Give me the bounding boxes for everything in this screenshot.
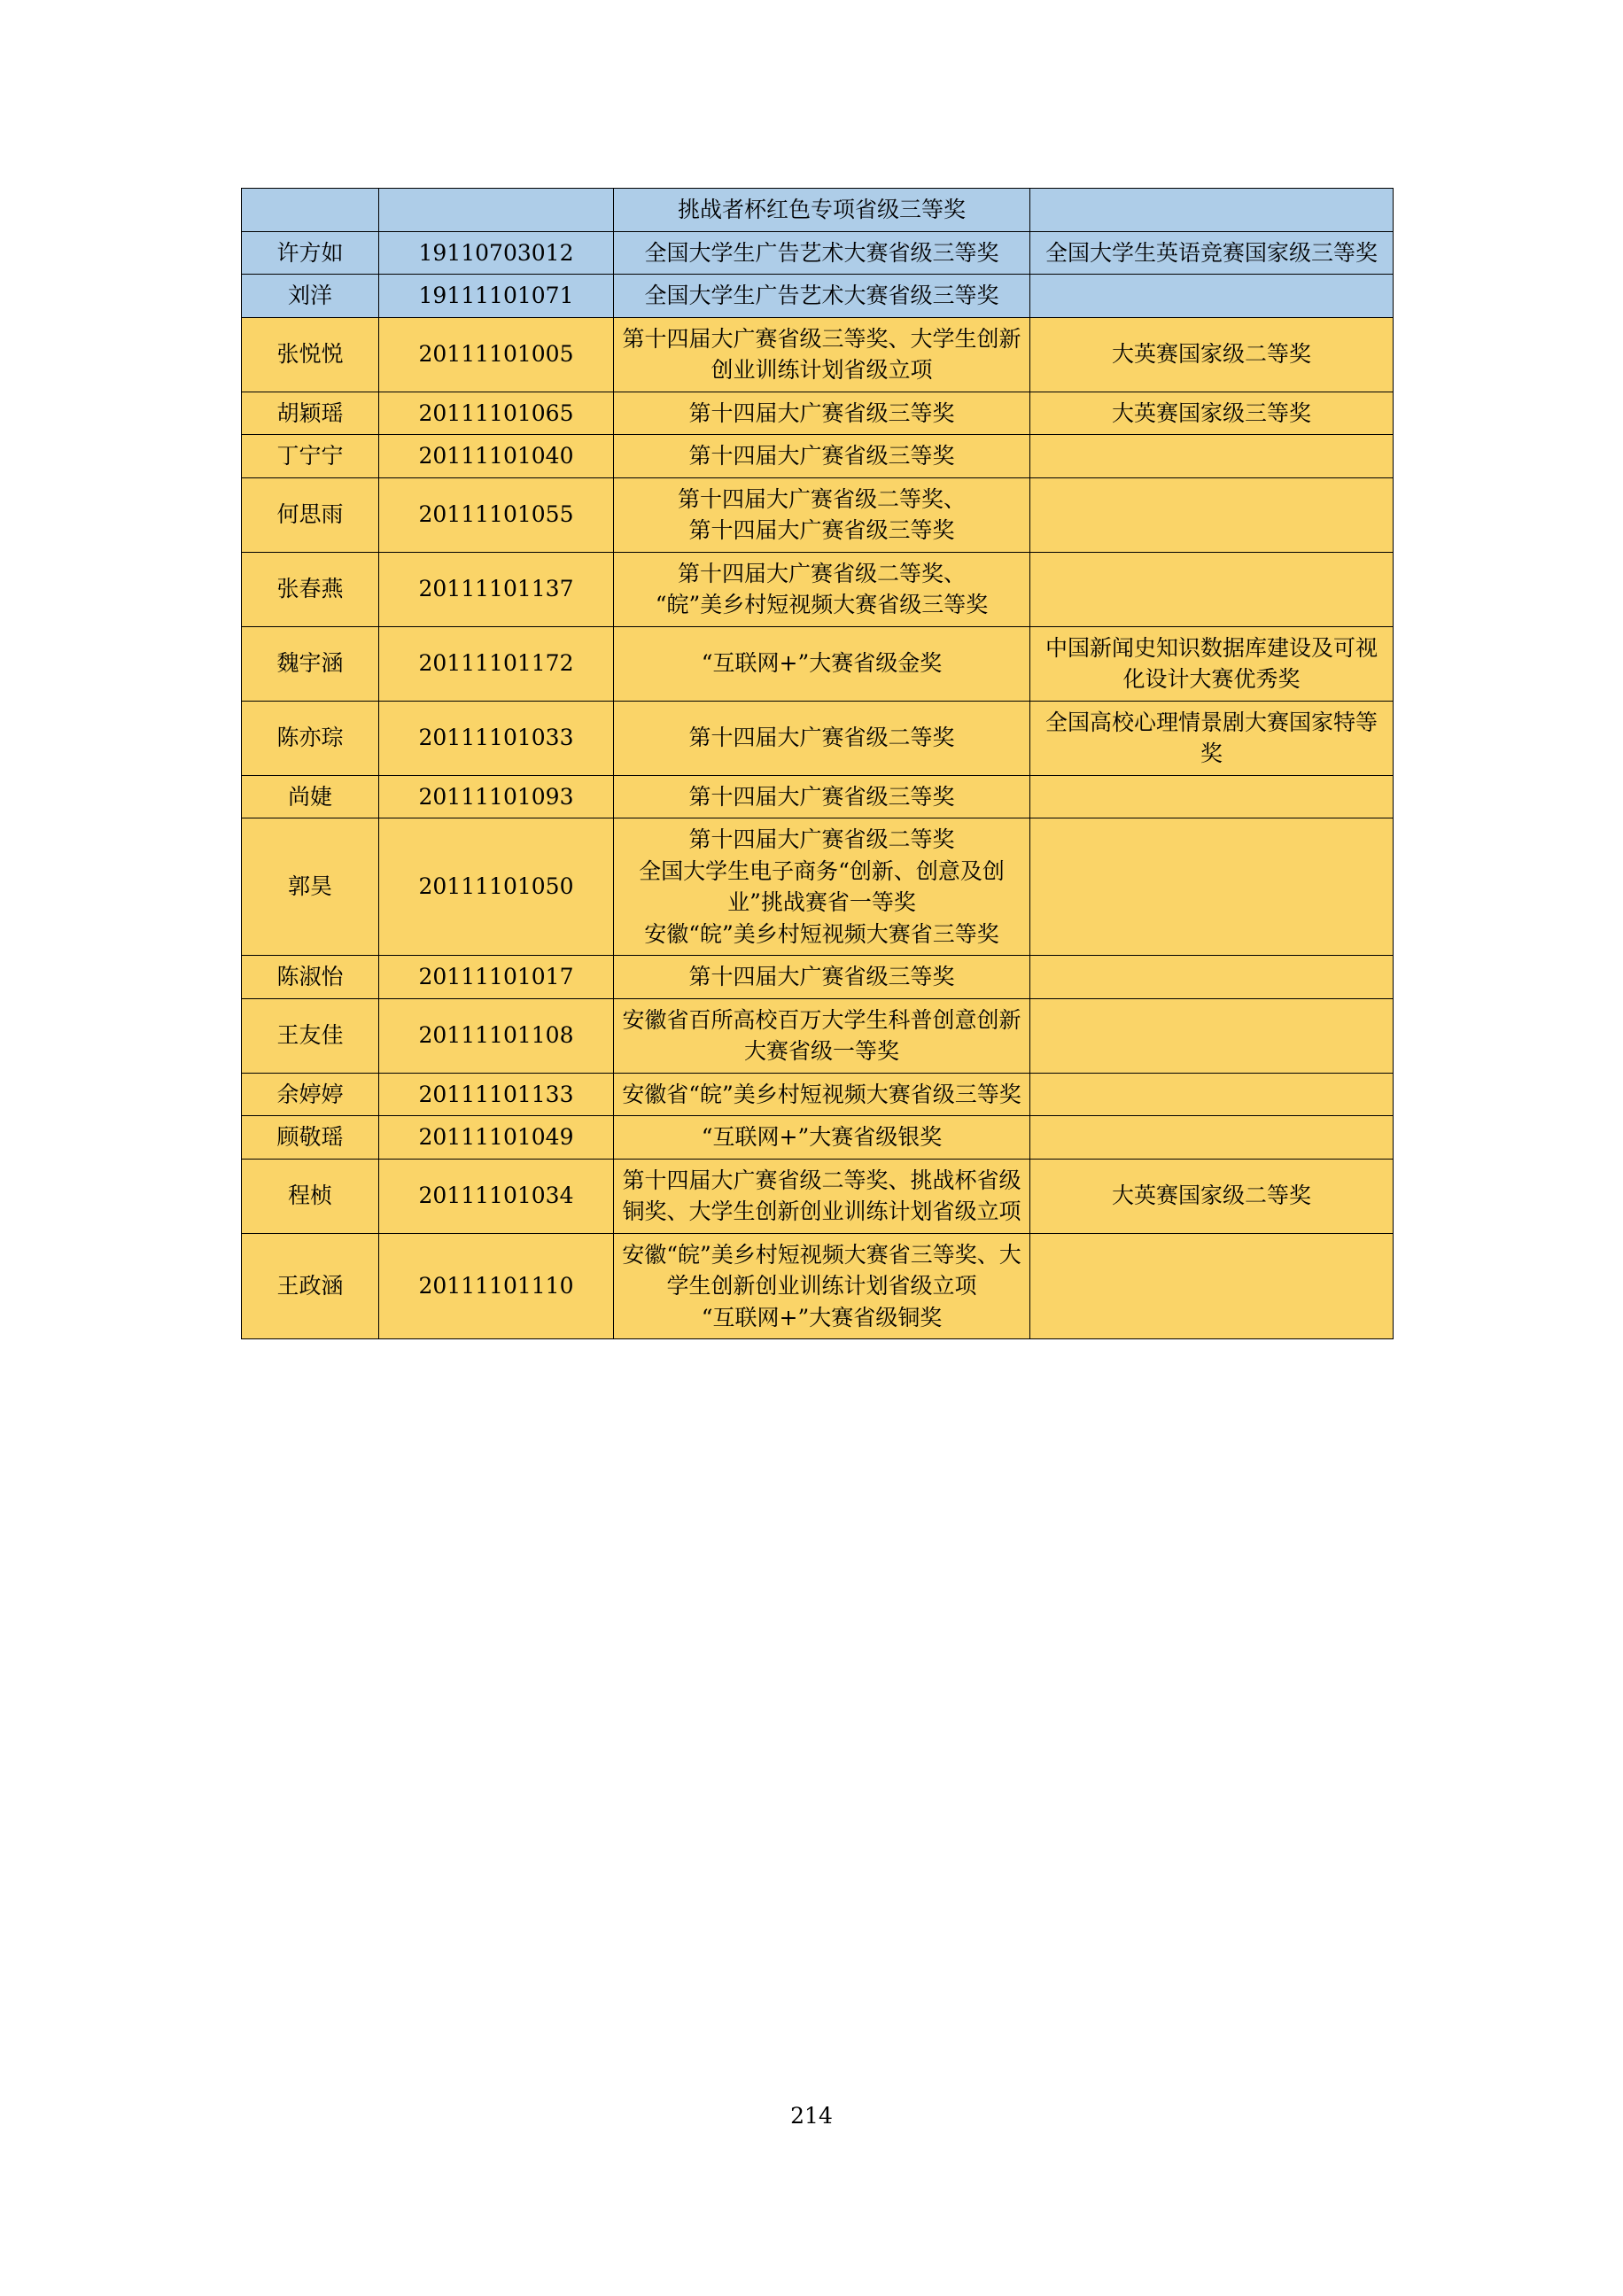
cell-province-award: 安徽“皖”美乡村短视频大赛省三等奖、大学生创新创业训练计划省级立项 “互联网+”大赛省级铜奖 xyxy=(614,1233,1030,1339)
cell-student-name: 顾敬瑶 xyxy=(242,1116,379,1160)
cell-province-award: “互联网+”大赛省级银奖 xyxy=(614,1116,1030,1160)
cell-student-name: 张春燕 xyxy=(242,552,379,626)
table-row xyxy=(242,1233,1394,1339)
cell-national-award xyxy=(1030,275,1394,318)
cell-province-award: 安徽省百所高校百万大学生科普创意创新大赛省级一等奖 xyxy=(614,998,1030,1073)
cell-national-award xyxy=(1030,435,1394,478)
cell-student-name: 陈淑怡 xyxy=(242,956,379,999)
cell-student-id: 20111101137 xyxy=(379,552,614,626)
cell-student-name: 刘洋 xyxy=(242,275,379,318)
cell-student-name xyxy=(242,189,379,232)
table-row xyxy=(242,775,1394,818)
table-row xyxy=(242,231,1394,275)
cell-student-id: 20111101172 xyxy=(379,626,614,701)
cell-student-name: 尚婕 xyxy=(242,775,379,818)
cell-province-award: 第十四届大广赛省级三等奖 xyxy=(614,775,1030,818)
page-number: 214 xyxy=(790,2103,833,2129)
table-row xyxy=(242,435,1394,478)
cell-national-award: 大英赛国家级二等奖 xyxy=(1030,317,1394,392)
cell-student-name: 王友佳 xyxy=(242,998,379,1073)
cell-national-award: 中国新闻史知识数据库建设及可视化设计大赛优秀奖 xyxy=(1030,626,1394,701)
cell-student-name: 张悦悦 xyxy=(242,317,379,392)
cell-student-id: 20111101050 xyxy=(379,818,614,956)
cell-student-name: 程桢 xyxy=(242,1159,379,1233)
cell-student-id xyxy=(379,189,614,232)
cell-national-award xyxy=(1030,189,1394,232)
cell-national-award: 全国高校心理情景剧大赛国家特等奖 xyxy=(1030,701,1394,775)
cell-province-award: 第十四届大广赛省级二等奖、 “皖”美乡村短视频大赛省级三等奖 xyxy=(614,552,1030,626)
cell-national-award xyxy=(1030,477,1394,552)
cell-student-name: 余婷婷 xyxy=(242,1073,379,1116)
cell-student-name: 陈亦琮 xyxy=(242,701,379,775)
cell-national-award xyxy=(1030,1073,1394,1116)
table-row xyxy=(242,392,1394,435)
cell-province-award: 第十四届大广赛省级二等奖、挑战杯省级铜奖、大学生创新创业训练计划省级立项 xyxy=(614,1159,1030,1233)
table-row xyxy=(242,189,1394,232)
cell-province-award: 第十四届大广赛省级二等奖 xyxy=(614,701,1030,775)
table-row xyxy=(242,1159,1394,1233)
table-row xyxy=(242,701,1394,775)
table-row xyxy=(242,818,1394,956)
cell-national-award xyxy=(1030,775,1394,818)
cell-national-award: 大英赛国家级二等奖 xyxy=(1030,1159,1394,1233)
cell-student-id: 20111101108 xyxy=(379,998,614,1073)
cell-national-award xyxy=(1030,552,1394,626)
cell-national-award: 全国大学生英语竞赛国家级三等奖 xyxy=(1030,231,1394,275)
table-row xyxy=(242,1116,1394,1160)
table-row xyxy=(242,998,1394,1073)
cell-province-award: 第十四届大广赛省级二等奖、 第十四届大广赛省级三等奖 xyxy=(614,477,1030,552)
cell-national-award: 大英赛国家级三等奖 xyxy=(1030,392,1394,435)
cell-province-award: 挑战者杯红色专项省级三等奖 xyxy=(614,189,1030,232)
cell-student-id: 20111101065 xyxy=(379,392,614,435)
cell-student-name: 魏宇涵 xyxy=(242,626,379,701)
cell-student-id: 20111101034 xyxy=(379,1159,614,1233)
cell-student-name: 胡颖瑶 xyxy=(242,392,379,435)
table-row xyxy=(242,317,1394,392)
cell-student-id: 20111101040 xyxy=(379,435,614,478)
cell-province-award: 第十四届大广赛省级三等奖 xyxy=(614,956,1030,999)
cell-student-name: 王政涵 xyxy=(242,1233,379,1339)
table-row xyxy=(242,477,1394,552)
cell-province-award: 第十四届大广赛省级三等奖、大学生创新创业训练计划省级立项 xyxy=(614,317,1030,392)
table-row xyxy=(242,626,1394,701)
cell-student-id: 19111101071 xyxy=(379,275,614,318)
cell-province-award: 第十四届大广赛省级三等奖 xyxy=(614,392,1030,435)
cell-student-id: 20111101055 xyxy=(379,477,614,552)
cell-province-award: 全国大学生广告艺术大赛省级三等奖 xyxy=(614,231,1030,275)
cell-student-id: 20111101033 xyxy=(379,701,614,775)
award-table xyxy=(241,188,1394,1339)
cell-province-award: 第十四届大广赛省级二等奖 全国大学生电子商务“创新、创意及创业”挑战赛省一等奖 安徽“皖”美乡村短视频大赛省三等奖 xyxy=(614,818,1030,956)
table-row xyxy=(242,956,1394,999)
cell-student-id: 19110703012 xyxy=(379,231,614,275)
cell-student-id: 20111101049 xyxy=(379,1116,614,1160)
cell-student-id: 20111101005 xyxy=(379,317,614,392)
cell-province-award: “互联网+”大赛省级金奖 xyxy=(614,626,1030,701)
cell-student-id: 20111101133 xyxy=(379,1073,614,1116)
cell-student-name: 何思雨 xyxy=(242,477,379,552)
cell-student-id: 20111101017 xyxy=(379,956,614,999)
award-table-body xyxy=(242,189,1394,1339)
table-row xyxy=(242,1073,1394,1116)
award-table-wrapper xyxy=(241,188,1393,1339)
cell-province-award: 安徽省“皖”美乡村短视频大赛省级三等奖 xyxy=(614,1073,1030,1116)
cell-national-award xyxy=(1030,956,1394,999)
cell-national-award xyxy=(1030,818,1394,956)
cell-student-name: 许方如 xyxy=(242,231,379,275)
cell-student-id: 20111101110 xyxy=(379,1233,614,1339)
cell-national-award xyxy=(1030,1116,1394,1160)
cell-national-award xyxy=(1030,1233,1394,1339)
cell-province-award: 第十四届大广赛省级三等奖 xyxy=(614,435,1030,478)
cell-national-award xyxy=(1030,998,1394,1073)
table-row xyxy=(242,275,1394,318)
cell-province-award: 全国大学生广告艺术大赛省级三等奖 xyxy=(614,275,1030,318)
cell-student-name: 郭昊 xyxy=(242,818,379,956)
cell-student-id: 20111101093 xyxy=(379,775,614,818)
cell-student-name: 丁宁宁 xyxy=(242,435,379,478)
table-row xyxy=(242,552,1394,626)
